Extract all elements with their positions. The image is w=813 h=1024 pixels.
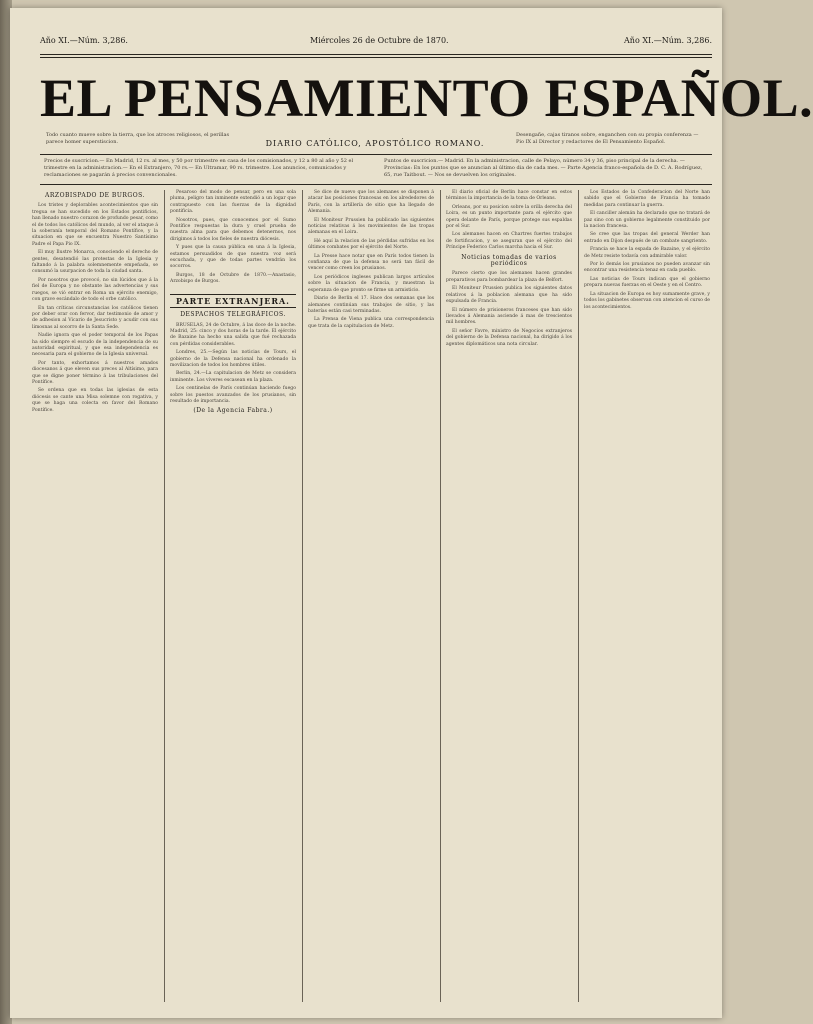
masthead-top-rule-2 <box>40 57 712 58</box>
subscription-points: Puntos de suscricion.— Madrid. En la administracion, calle de Pelayo, número 34 y 36, piso principal de la derecha. — Provincias: En los puntos que se anuncian al último dia de cada mes. — Parte Agencia franco-española de D. C. A. Rodríguez, 65, rue Taitbout. — Nos se devuelven los originales. <box>384 158 703 178</box>
paragraph: Se dice de nuevo que los alemanes se disponen á atacar las posiciones francesas en los alrededores de París, con la artillería de sitio que ha llegado de Alemania. <box>308 190 434 215</box>
column-divider <box>302 190 303 1002</box>
newspaper-subtitle: DIARIO CATÓLICO, APOSTÓLICO ROMANO. <box>265 139 485 148</box>
paragraph: El muy Ilustre Monarca, conociendo el derecho de gentes, desatendió las protestas de la Iglesia y faltando á la palabra solemnemente empeñada, se consumó la usurpacion de toda la ciudad santa. <box>32 250 158 275</box>
column-3 <box>308 190 434 1002</box>
column-2 <box>170 190 296 1002</box>
paragraph: Por lo demás los prusianos no pueden avanzar sin encontrar una resistencia tenaz en cada pueblo. <box>584 262 710 274</box>
body-top-rule <box>40 184 712 185</box>
column-1 <box>32 190 158 1002</box>
paragraph: Por tanto, exhortamos á nuestros amados diocesanos á que eleven sus preces al Altísimo, para que se digne poner término á las tribulaciones del Pontífice. <box>32 360 158 385</box>
paragraph: Los centinelas de París continúan haciendo fuego sobre los puestos avanzados de los prusianos, sin resultado de importancia. <box>170 386 296 404</box>
paragraph: Los Estados de la Confederacion del Norte han sabido que el Gobierno de Francia ha tomado medidas para continuar la guerra. <box>584 190 710 208</box>
paragraph: El número de prisioneros franceses que han sido llevados á Alemania asciende á mas de trescientos mil hombres. <box>446 307 572 326</box>
paragraph: El señor Favre, ministro de Negocios extranjeros del gobierno de la Defensa nacional, ha dirigido á los agentes diplomáticos una nota circular. <box>446 328 572 347</box>
paragraph: El Moniteur Prussien ha publicado las siguientes noticias relativas á los movimientos de las tropas alemanas en el Loira. <box>308 217 434 236</box>
news-heading: Noticias tomadas de varios periódicos <box>461 253 557 268</box>
column-divider <box>440 190 441 1002</box>
issue-number-left: Año XI.—Núm. 3,286. <box>40 36 128 45</box>
paragraph: El canciller alemán ha declarado que no tratará de paz sino con un gobierno legalmente constituido por la nacion francesa. <box>584 211 710 230</box>
motto-left: Todo cuanto mueve sobre la tierra, que los atroces religiosos, el perillas parece homer superstiscion. <box>46 132 230 145</box>
paragraph: Los tristes y deplorables acontecimientos que sin tregua se han sucedido en los Estados pontificios, han llenado nuestro corazon de profundo pesar, como el de todos los católicos del mundo, al ver el ataque á la soberanía temporal del Romano Pontífice, y la situacion en que se encuentra Nuestro Santísimo Padre el Papa Pio IX. <box>32 203 158 247</box>
issue-line <box>40 36 712 52</box>
newspaper-title: EL PENSAMIENTO ESPAÑOL. <box>40 68 813 128</box>
agency-credit: (De la Agencia Fabra.) <box>193 407 273 415</box>
paragraph: BRUSELAS, 24 de Octubre, á las doce de la noche. Madrid, 25: cinco y dos horas de la tarde. El ejército de Bazaine ha hecho una salida que fué rechazada con pérdidas considerables. <box>170 322 296 347</box>
paragraph: La Prensa de Viena publica una correspondencia que trata de la capitulacion de Metz. <box>308 317 434 329</box>
paragraph: Londres, 25.—Según las noticias de Tours, el gobierno de la Defensa nacional ha ordenado la movilizacion de todos los hombres útiles. <box>170 350 296 368</box>
paragraph: Por nosotros que provocó, no sin lúcidos que á la fiel de Europa y no obstante las advertencias y sus ruegos, se vió entrar en Roma un ejército enemigo, con grave escándalo de todo el orbe católico. <box>32 277 158 303</box>
column-divider <box>578 190 579 1002</box>
paragraph: Se cree que las tropas del general Werder han entrado en Dijon después de un combate sangriento. <box>584 232 710 244</box>
column-divider <box>164 190 165 1002</box>
paragraph: Hé aquí la relacion de las pérdidas sufridas en los últimos combates por el ejército del Norte. <box>308 238 434 251</box>
paragraph: Berlin, 24.—La capitulacion de Metz se considera inminente. Los víveres escasean en la plaza. <box>170 371 296 383</box>
masthead-top-rule <box>40 54 712 55</box>
telegraph-heading: DESPACHOS TELEGRÁFICOS. <box>180 311 286 319</box>
column-4 <box>446 190 572 1002</box>
signature-line: Burgos, 18 de Octubre de 1870.—Anastasio, Arzobispo de Burgos. <box>170 272 296 285</box>
paragraph: El Moniteur Prussien publica los siguientes datos relativos á la poblacion alemana que ha sido expulsada de Francia. <box>446 286 572 305</box>
paragraph: Nosotros, pues, que conocemos por el Sumo Pontífice respuestas la dura y cruel prueba de nuestra alma para que debemos detenernos, nos dirigimos á todos los fieles de nuestra diócesis. <box>170 217 296 242</box>
paragraph: Las noticias de Tours indican que el gobierno prepara nuevas fuerzas en el Oeste y en el Centro. <box>584 276 710 289</box>
paragraph: Y pues que la causa pública en una á la Iglesia, estamos persuadidos de que nuestra voz será escuchada, y que de todas partes vendrán los socorros. <box>170 245 296 270</box>
paragraph: Francia se hace la espada de Bazaine, y el ejército de Metz resiste todavía con admirable valor. <box>584 247 710 259</box>
paragraph: Orleans, por su posicion sobre la orilla derecha del Loira, es un punto importante para el ejército que opera delante de París, porque protege sus espaldas por el Sur. <box>446 204 572 230</box>
masthead-bottom-rule <box>40 154 712 155</box>
motto-right: Desengañe, cajas tiranos sobre, enganchen con su propia conferenza —Pio IX al Director y redactores de El Pensamiento Español. <box>516 132 699 145</box>
paragraph: El diario oficial de Berlin hace constar en estos términos la importancia de la toma de Orleans. <box>446 190 572 202</box>
paragraph: Los periódicos ingleses publican largos artículos sobre la situacion de Francia, y muestran la esperanza de que pronto se firme un armisticio. <box>308 274 434 293</box>
paragraph: La situacion de Europa es hoy sumamente grave, y todos los gabinetes observan con atencion el curso de los acontecimientos. <box>584 291 710 310</box>
paragraph: Pesaroso del modo de pensar, pero en una sola pluma, peligro tan inminente extendió a un logar que contrapuesto con las fuerzas de la dignidad pontificia. <box>170 190 296 215</box>
issue-number-right: Año XI.—Núm. 3,286. <box>624 36 712 45</box>
issue-date: Miércoles 26 de Octubre de 1870. <box>310 36 449 45</box>
paragraph: Los alemanes hacen en Chartres fuertes trabajos de fortificacion, y se aseguran que el ejército del Príncipe Federico Carlos marcha hacia el Sur. <box>446 232 572 251</box>
foreign-news-heading: PARTE EXTRANJERA. <box>170 294 296 308</box>
paragraph: En tan críticas circunstancias los católicos tienen por deber orar con fervor, dar testimonio de amor y de adhesion al Vicario de Jesucristo y acudir con sus limosnas al socorro de la Santa Sede. <box>32 305 158 330</box>
column-5 <box>584 190 710 1002</box>
archbishop-heading: ARZOBISPADO DE BURGOS. <box>45 192 145 199</box>
paragraph: Parece cierto que los alemanes hacen grandes preparativos para bombardear la plaza de Belfort. <box>446 271 572 283</box>
newspaper-page <box>10 8 813 1018</box>
paragraph: Nadie ignora que el poder temporal de los Papas ha sido siempre el escudo de la independencia de su autoridad espiritual, y que esa independencia es necesaria para el gobierno de la Iglesia universal. <box>32 333 158 358</box>
subscription-prices: Precios de suscricion.— En Madrid, 12 rs. al mes, y 50 por trimestre en casa de los comisionados, y 12 a 80 al año y 52 el trimestre en la administracion.— En el Extranjero, 70 rs.— En Ultramar, 90 rs. trimestre. Los anuncios, comunicados y reclamaciones se pagarán á precios convencionales. <box>44 158 354 178</box>
paragraph: Diario de Berlin el 17. Hace dos semanas que los alemanes continúan sus trabajos de sitio, y las baterías están casi terminadas. <box>308 296 434 314</box>
paragraph: La Presse hace notar que en París todos tienen la confianza de que la defensa no será tan fácil de vencer como creen los prusianos. <box>308 253 434 272</box>
paragraph: Se ordena que en todas las iglesias de esta diócesis se cante una Misa solemne con rogativa, y que se haga una colecta en favor del Romano Pontífice. <box>32 388 158 413</box>
